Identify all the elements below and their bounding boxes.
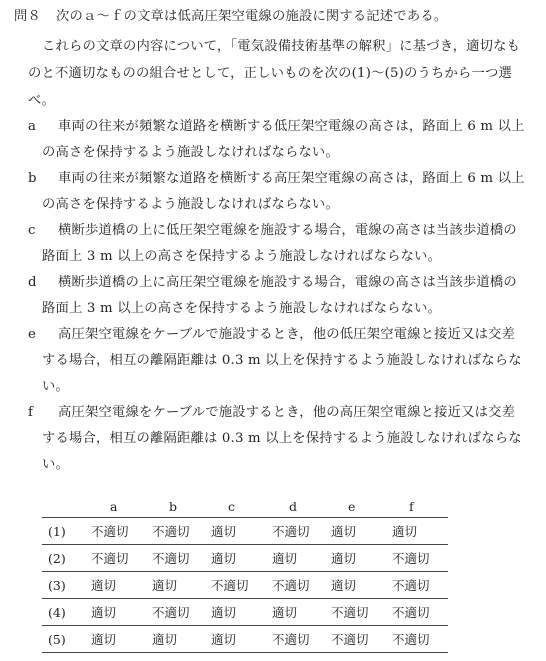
question-number: 問８ xyxy=(14,9,41,24)
instruction-line: のと不適切なものの組合せとして，正しいものを次の(1)～(5)のうちから一つ選 xyxy=(28,66,512,81)
table-row xyxy=(42,599,448,626)
question-lead: 次のａ～ｆの文章は低高圧架空電線の施設に関する記述である。 xyxy=(56,9,448,24)
statement-text: 車両の往来が頻繁な道路を横断する高圧架空電線の高さは，路面上 6 m 以上 xyxy=(58,171,525,186)
statement-text: 高圧架空電線をケーブルで施設するとき，他の低圧架空電線と接近又は交差 xyxy=(58,327,516,342)
table-header-row xyxy=(42,495,448,518)
statement-text: 横断歩道橋の上に低圧架空電線を施設する場合，電線の高さは当該歩道橋の xyxy=(58,223,517,238)
table-cell: 不適切 xyxy=(269,572,328,599)
table-cell: 不適切 xyxy=(208,572,269,599)
statement-text: 路面上 3 m 以上の高さを保持するよう施設しなければならない。 xyxy=(42,301,442,316)
option-number: (5) xyxy=(42,626,88,653)
table-cell: 不適切 xyxy=(389,545,448,572)
table-cell: 適切 xyxy=(328,545,389,572)
table-cell: 適切 xyxy=(149,626,208,653)
table-cell: 不適切 xyxy=(149,599,208,626)
option-number: (4) xyxy=(42,599,88,626)
table-row xyxy=(42,626,448,653)
statement-text: の高さを保持するよう施設しなければならない。 xyxy=(42,197,339,212)
table-cell: 不適切 xyxy=(88,518,149,545)
statement-marker: d xyxy=(28,275,37,290)
statement-text: 路面上 3 m 以上の高さを保持するよう施設しなければならない。 xyxy=(42,249,442,264)
table-header-cell: f xyxy=(409,498,414,514)
table-cell: 適切 xyxy=(88,572,149,599)
statement-text: 高圧架空電線をケーブルで施設するとき，他の高圧架空電線と接近又は交差 xyxy=(58,405,516,420)
table-cell: 適切 xyxy=(208,518,269,545)
statement-marker: c xyxy=(28,223,36,238)
question-header xyxy=(14,7,447,27)
statement-text: の高さを保持するよう施設しなければならない。 xyxy=(42,145,339,160)
statement-marker: a xyxy=(28,119,37,134)
instruction-line: これらの文章の内容について，「電気設備技術基準の解釈」に基づき，適切なも xyxy=(42,39,521,54)
table-header-cell: e xyxy=(348,498,356,514)
table-cell: 適切 xyxy=(328,518,389,545)
statement-marker: e xyxy=(28,327,37,342)
statement-c xyxy=(28,221,517,241)
statement-text: する場合，相互の離隔距離は 0.3 m 以上を保持するよう施設しなければならな xyxy=(42,353,522,368)
table-cell: 不適切 xyxy=(389,626,448,653)
statement-text: い。 xyxy=(42,457,69,472)
table-row xyxy=(42,545,448,572)
table-cell: 適切 xyxy=(149,572,208,599)
table-row xyxy=(42,518,448,545)
table-cell: 適切 xyxy=(208,626,269,653)
table-cell: 適切 xyxy=(208,599,269,626)
table-cell: 不適切 xyxy=(328,599,389,626)
table-cell: 不適切 xyxy=(328,626,389,653)
table-cell: 不適切 xyxy=(389,599,448,626)
instruction-line: べ。 xyxy=(28,93,55,108)
table-header-cell xyxy=(42,495,88,518)
statement-a xyxy=(28,117,525,137)
table-header-cell: b xyxy=(169,498,178,514)
option-number: (1) xyxy=(42,518,88,545)
table-cell: 不適切 xyxy=(389,572,448,599)
table-cell: 適切 xyxy=(88,626,149,653)
table-header-cell: a xyxy=(110,498,118,514)
table-cell: 適切 xyxy=(88,599,149,626)
statement-b xyxy=(28,169,525,189)
table-cell: 適切 xyxy=(208,545,269,572)
statement-f xyxy=(28,403,515,423)
table-cell: 適切 xyxy=(328,572,389,599)
table-cell: 不適切 xyxy=(88,545,149,572)
statement-text: 横断歩道橋の上に高圧架空電線を施設する場合，電線の高さは当該歩道橋の xyxy=(58,275,517,290)
table-row xyxy=(42,572,448,599)
option-number: (2) xyxy=(42,545,88,572)
statement-marker: b xyxy=(28,171,37,186)
statement-text: する場合，相互の離隔距離は 0.3 m 以上を保持するよう施設しなければならな xyxy=(42,431,522,446)
option-number: (3) xyxy=(42,572,88,599)
table-cell: 適切 xyxy=(269,545,328,572)
statement-text: い。 xyxy=(42,379,69,394)
answer-table xyxy=(42,495,448,653)
table-cell: 不適切 xyxy=(269,518,328,545)
statement-d xyxy=(28,273,517,293)
table-header-cell: d xyxy=(289,498,298,514)
statement-marker: f xyxy=(28,405,34,420)
table-cell: 不適切 xyxy=(149,518,208,545)
table-cell: 適切 xyxy=(389,518,448,545)
statement-e xyxy=(28,325,515,345)
table-cell: 不適切 xyxy=(149,545,208,572)
table-cell: 適切 xyxy=(269,599,328,626)
table-cell: 不適切 xyxy=(269,626,328,653)
statement-text: 車両の往来が頻繁な道路を横断する低圧架空電線の高さは，路面上 6 m 以上 xyxy=(58,119,525,134)
table-header-cell: c xyxy=(228,498,236,514)
